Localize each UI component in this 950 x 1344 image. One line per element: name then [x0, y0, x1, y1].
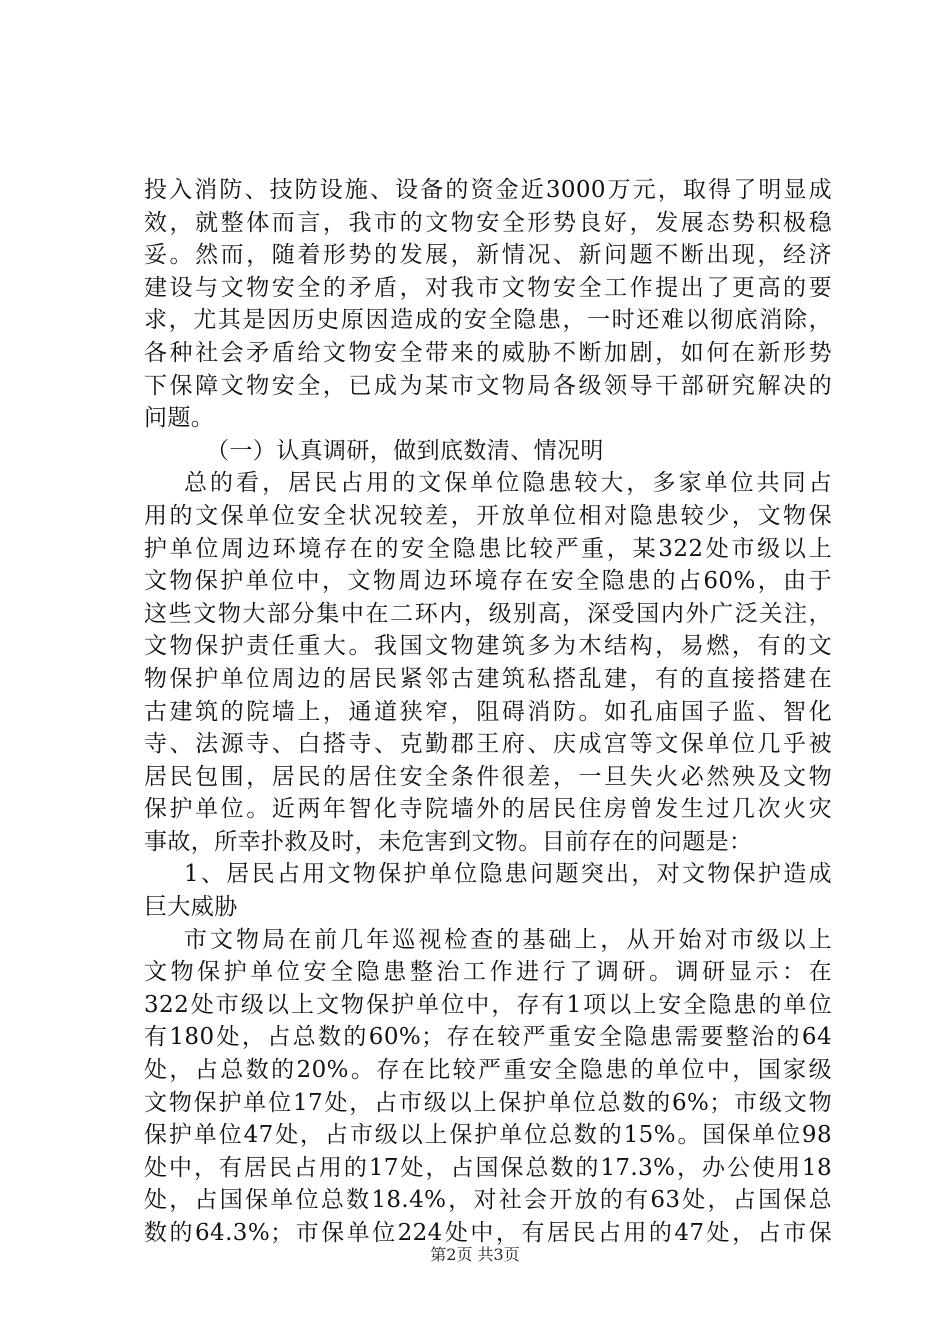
text-line: 有180处，占总数的60%；存在较严重安全隐患需要整治的64 — [144, 1024, 832, 1051]
text-line: 问题。 — [144, 405, 215, 432]
text-line: 妥。然而，随着形势的发展，新情况、新问题不断出现，经济 — [144, 242, 832, 269]
text-line: 投入消防、技防设施、设备的资金近3000万元，取得了明显成 — [144, 177, 832, 203]
page-number-label: 第2页 共3页 — [430, 1245, 520, 1264]
text-line: 事故，所幸扑救及时，未危害到文物。目前存在的问题是： — [144, 828, 753, 855]
subsection-heading: 1、居民占用文物保护单位隐患问题突出，对文物保护造成 — [184, 861, 832, 888]
text-line: 寺、法源寺、白搭寺、克勤郡王府、庆成宫等文保单位几乎被 — [144, 731, 832, 758]
text-line: 保护单位。近两年智化寺院墙外的居民住房曾发生过几次火灾 — [144, 796, 832, 823]
text-line: 各种社会矛盾给文物安全带来的威胁不断加剧，如何在新形势 — [144, 339, 832, 366]
text-line: 文物保护单位17处，占市级以上保护单位总数的6%；市级文物 — [144, 1089, 832, 1116]
text-line: 下保障文物安全，已成为某市文物局各级领导干部研究解决的 — [144, 372, 832, 399]
text-line: 保护单位47处，占市级以上保护单位总数的15%。国保单位98 — [144, 1122, 832, 1149]
text-line: 古建筑的院墙上，通道狭窄，阻碍消防。如孔庙国子监、智化 — [144, 698, 832, 725]
text-line: 市文物局在前几年巡视检查的基础上，从开始对市级以上 — [184, 926, 832, 953]
text-line: 文物保护责任重大。我国文物建筑多为木结构，易燃，有的文 — [144, 633, 832, 660]
text-line: 322处市级以上文物保护单位中，存有1项以上安全隐患的单位 — [144, 991, 832, 1018]
subsection-heading-cont: 巨大威胁 — [144, 894, 238, 921]
text-line: 处，占国保单位总数18.4%，对社会开放的有63处，占国保总 — [144, 1187, 832, 1214]
body-text — [144, 174, 832, 1250]
page-footer — [0, 1245, 950, 1265]
section-heading: （一）认真调研，做到底数清、情况明 — [206, 437, 604, 464]
text-line: 物保护单位周边的居民紧邻古建筑私搭乱建，有的直接搭建在 — [144, 665, 832, 692]
text-line: 居民包围，居民的居住安全条件很差，一旦失火必然殃及文物 — [144, 763, 832, 790]
text-line: 文物保护单位中，文物周边环境存在安全隐患的占60%，由于 — [144, 568, 832, 595]
text-line: 处，占总数的20%。存在比较严重安全隐患的单位中，国家级 — [144, 1057, 832, 1084]
text-line: 求，尤其是因历史原因造成的安全隐患，一时还难以彻底消除， — [144, 307, 832, 334]
text-line: 效，就整体而言，我市的文物安全形势良好，发展态势积极稳 — [144, 209, 832, 236]
text-line: 数的64.3%；市保单位224处中，有居民占用的47处，占市保 — [144, 1220, 832, 1246]
text-line: 总的看，居民占用的文保单位隐患较大，多家单位共同占 — [184, 470, 832, 497]
text-line: 护单位周边环境存在的安全隐患比较严重，某322处市级以上 — [144, 535, 832, 562]
text-line: 用的文保单位安全状况较差，开放单位相对隐患较少，文物保 — [144, 502, 832, 529]
text-line: 处中，有居民占用的17处，占国保总数的17.3%，办公使用18 — [144, 1154, 832, 1181]
text-line: 这些文物大部分集中在二环内，级别高，深受国内外广泛关注， — [144, 600, 832, 627]
text-line: 文物保护单位安全隐患整治工作进行了调研。调研显示：在 — [144, 959, 832, 986]
text-line: 建设与文物安全的矛盾，对我市文物安全工作提出了更高的要 — [144, 274, 832, 301]
